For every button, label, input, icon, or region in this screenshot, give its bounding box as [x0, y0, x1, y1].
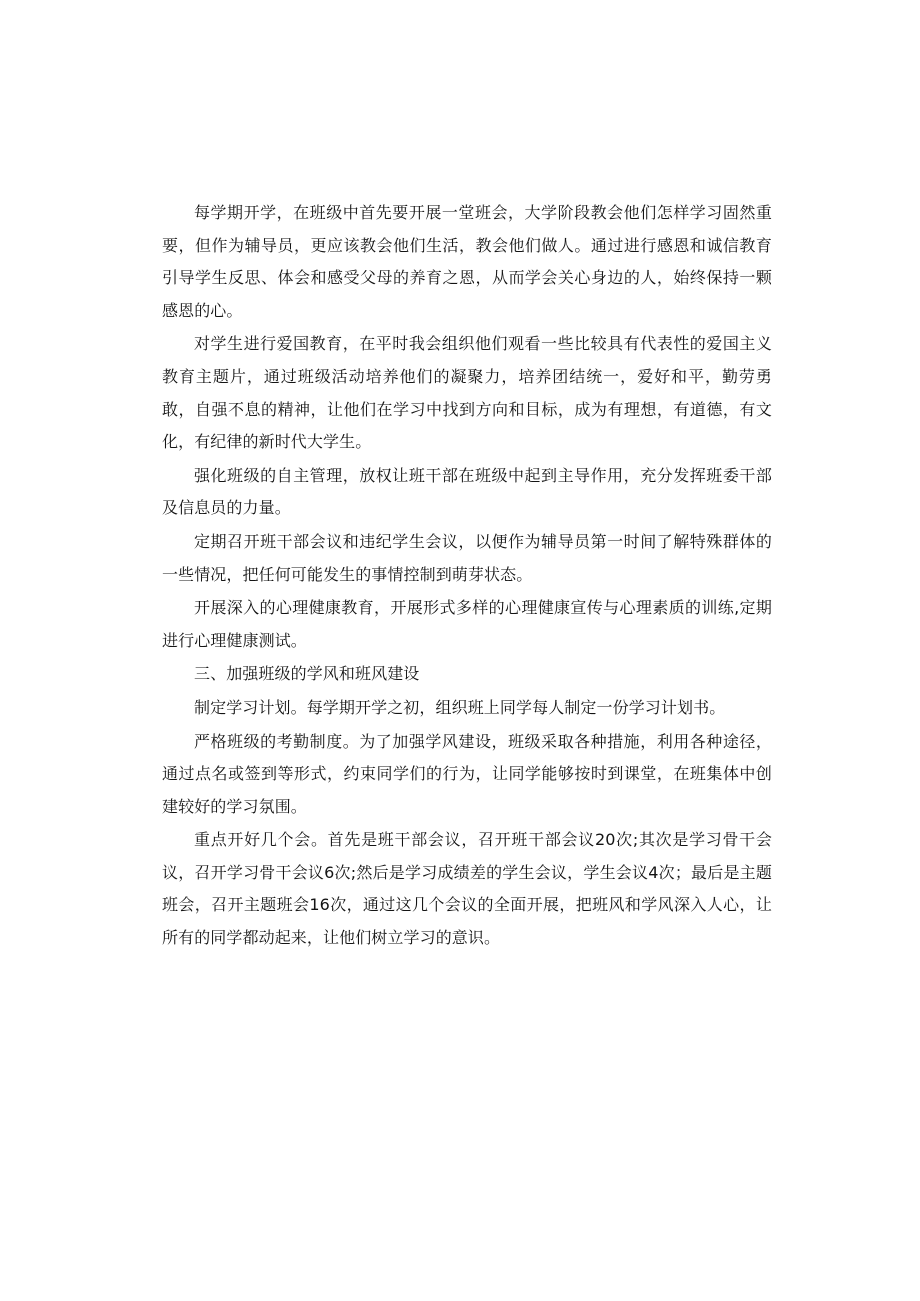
paragraph-regular-meetings: 定期召开班干部会议和违纪学生会议，以便作为辅导员第一时间了解特殊群体的一些情况，把任何可能发生的事情控制到萌芽状态。 — [162, 531, 772, 584]
paragraph-attendance: 严格班级的考勤制度。为了加强学风建设，班级采取各种措施，利用各种途径，通过点名或签到等形式，约束同学们的行为，让同学能够按时到课堂，在班集体中创建较好的学习氛围。 — [162, 731, 772, 816]
paragraph-gratitude-education: 每学期开学，在班级中首先要开展一堂班会，大学阶段教会他们怎样学习固然重要，但作为辅导员，更应该教会他们生活，教会他们做人。通过进行感恩和诚信教育引导学生反思、体会和感受父母的养育之恩，从而学会关心身边的人，始终保持一颗感恩的心。 — [162, 203, 772, 320]
paragraph-mental-health: 开展深入的心理健康教育，开展形式多样的心理健康宣传与心理素质的训练,定期进行心理健康测试。 — [162, 598, 772, 650]
paragraph-self-management: 强化班级的自主管理，放权让班干部在班级中起到主导作用，充分发挥班委干部及信息员的力量。 — [162, 465, 772, 518]
paragraph-key-meetings: 重点开好几个会。首先是班干部会议，召开班干部会议20次;其次是学习骨干会议，召开学习骨干会议6次;然后是学习成绩差的学生会议，学生会议4次；最后是主题班会，召开主题班会16次，通过这几个会议的全面开展，把班风和学风深入人心，让所有的同学都动起来，让他们树立学习的意识。 — [162, 830, 772, 948]
paragraph-study-plan: 制定学习计划。每学期开学之初，组织班上同学每人制定一份学习计划书。 — [194, 697, 726, 717]
document-body — [162, 197, 772, 956]
section-heading-study-style: 三、加强班级的学风和班风建设 — [194, 664, 420, 684]
paragraph-patriotic-education: 对学生进行爱国教育，在平时我会组织他们观看一些比较具有代表性的爱国主义教育主题片，通过班级活动培养他们的凝聚力，培养团结统一，爱好和平，勤劳勇敢，自强不息的精神，让他们在学习中找到方向和目标，成为有理想，有道德，有文化，有纪律的新时代大学生。 — [162, 334, 772, 452]
